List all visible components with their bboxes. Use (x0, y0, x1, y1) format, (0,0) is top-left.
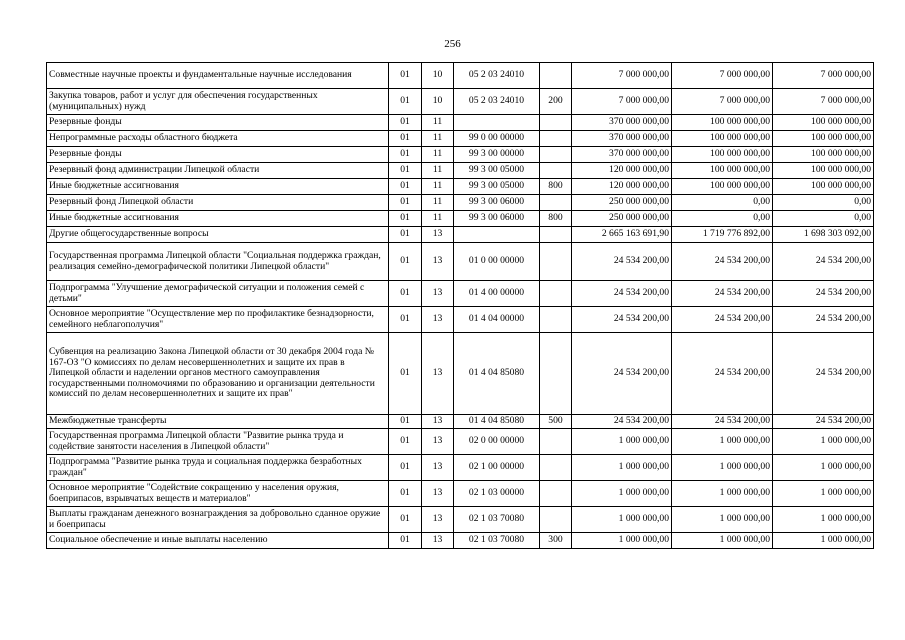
row-name-cell: Социальное обеспечение и иные выплаты населению (47, 533, 389, 549)
section-code-cell: 01 (389, 507, 422, 533)
amount-year3-cell: 1 000 000,00 (773, 429, 874, 455)
table-row (47, 131, 874, 147)
section-code-cell: 01 (389, 415, 422, 429)
expense-type-cell (540, 243, 572, 281)
target-article-cell: 01 4 04 85080 (454, 415, 540, 429)
row-name-cell: Резервный фонд администрации Липецкой области (47, 163, 389, 179)
subsection-code-cell: 11 (422, 179, 454, 195)
expense-type-cell: 200 (540, 89, 572, 115)
table-row (47, 89, 874, 115)
table-row (47, 281, 874, 307)
amount-year2-cell: 0,00 (672, 211, 773, 227)
amount-year1-cell: 370 000 000,00 (572, 147, 672, 163)
subsection-code-cell: 13 (422, 243, 454, 281)
row-name-cell: Иные бюджетные ассигнования (47, 179, 389, 195)
amount-year2-cell: 7 000 000,00 (672, 89, 773, 115)
subsection-code-cell: 11 (422, 147, 454, 163)
amount-year3-cell: 100 000 000,00 (773, 147, 874, 163)
amount-year3-cell: 24 534 200,00 (773, 333, 874, 415)
amount-year1-cell: 1 000 000,00 (572, 507, 672, 533)
section-code-cell: 01 (389, 179, 422, 195)
amount-year1-cell: 24 534 200,00 (572, 243, 672, 281)
expense-type-cell (540, 481, 572, 507)
table-row (47, 211, 874, 227)
amount-year2-cell: 7 000 000,00 (672, 63, 773, 89)
table-row (47, 481, 874, 507)
subsection-code-cell: 13 (422, 507, 454, 533)
amount-year3-cell: 24 534 200,00 (773, 415, 874, 429)
amount-year3-cell: 1 698 303 092,00 (773, 227, 874, 243)
amount-year3-cell: 24 534 200,00 (773, 307, 874, 333)
subsection-code-cell: 11 (422, 211, 454, 227)
target-article-cell: 99 3 00 06000 (454, 211, 540, 227)
section-code-cell: 01 (389, 227, 422, 243)
amount-year1-cell: 24 534 200,00 (572, 415, 672, 429)
table-row (47, 429, 874, 455)
section-code-cell: 01 (389, 333, 422, 415)
target-article-cell: 02 0 00 00000 (454, 429, 540, 455)
expense-type-cell (540, 429, 572, 455)
amount-year1-cell: 2 665 163 691,90 (572, 227, 672, 243)
section-code-cell: 01 (389, 163, 422, 179)
row-name-cell: Государственная программа Липецкой области "Развитие рынка труда и содействие занятости населения в Липецкой области" (47, 429, 389, 455)
table-row (47, 507, 874, 533)
table-row (47, 243, 874, 281)
subsection-code-cell: 13 (422, 415, 454, 429)
target-article-cell: 99 0 00 00000 (454, 131, 540, 147)
amount-year3-cell: 0,00 (773, 211, 874, 227)
table-row (47, 333, 874, 415)
amount-year2-cell: 1 000 000,00 (672, 429, 773, 455)
expense-type-cell (540, 63, 572, 89)
subsection-code-cell: 13 (422, 533, 454, 549)
amount-year2-cell: 0,00 (672, 195, 773, 211)
amount-year2-cell: 1 000 000,00 (672, 533, 773, 549)
row-name-cell: Выплаты гражданам денежного вознаграждения за добровольно сданное оружие и боеприпасы (47, 507, 389, 533)
section-code-cell: 01 (389, 147, 422, 163)
table-row (47, 115, 874, 131)
expense-type-cell (540, 507, 572, 533)
subsection-code-cell: 11 (422, 195, 454, 211)
expense-type-cell (540, 195, 572, 211)
row-name-cell: Подпрограмма "Развитие рынка труда и социальная поддержка безработных граждан" (47, 455, 389, 481)
subsection-code-cell: 13 (422, 455, 454, 481)
target-article-cell (454, 227, 540, 243)
amount-year1-cell: 370 000 000,00 (572, 115, 672, 131)
amount-year1-cell: 1 000 000,00 (572, 533, 672, 549)
section-code-cell: 01 (389, 89, 422, 115)
section-code-cell: 01 (389, 455, 422, 481)
amount-year3-cell: 0,00 (773, 195, 874, 211)
expense-type-cell: 300 (540, 533, 572, 549)
amount-year3-cell: 100 000 000,00 (773, 131, 874, 147)
amount-year2-cell: 100 000 000,00 (672, 131, 773, 147)
amount-year3-cell: 1 000 000,00 (773, 507, 874, 533)
section-code-cell: 01 (389, 211, 422, 227)
amount-year1-cell: 24 534 200,00 (572, 333, 672, 415)
amount-year1-cell: 7 000 000,00 (572, 89, 672, 115)
table-row (47, 307, 874, 333)
amount-year3-cell: 1 000 000,00 (773, 481, 874, 507)
section-code-cell: 01 (389, 131, 422, 147)
amount-year2-cell: 100 000 000,00 (672, 163, 773, 179)
section-code-cell: 01 (389, 115, 422, 131)
row-name-cell: Подпрограмма "Улучшение демографической ситуации и положения семей с детьми" (47, 281, 389, 307)
amount-year3-cell: 100 000 000,00 (773, 179, 874, 195)
target-article-cell: 02 1 00 00000 (454, 455, 540, 481)
target-article-cell: 02 1 03 00000 (454, 481, 540, 507)
row-name-cell: Государственная программа Липецкой области "Социальная поддержка граждан, реализация семейно-демографической политики Липецкой области" (47, 243, 389, 281)
subsection-code-cell: 11 (422, 131, 454, 147)
expense-type-cell (540, 307, 572, 333)
expense-type-cell: 500 (540, 415, 572, 429)
amount-year2-cell: 1 000 000,00 (672, 455, 773, 481)
table-row (47, 533, 874, 549)
target-article-cell: 02 1 03 70080 (454, 507, 540, 533)
subsection-code-cell: 13 (422, 227, 454, 243)
target-article-cell: 99 3 00 05000 (454, 179, 540, 195)
expense-type-cell (540, 163, 572, 179)
subsection-code-cell: 11 (422, 115, 454, 131)
expense-type-cell (540, 455, 572, 481)
subsection-code-cell: 13 (422, 481, 454, 507)
row-name-cell: Резервные фонды (47, 147, 389, 163)
amount-year2-cell: 100 000 000,00 (672, 179, 773, 195)
amount-year3-cell: 7 000 000,00 (773, 63, 874, 89)
expense-type-cell: 800 (540, 179, 572, 195)
target-article-cell: 01 4 00 00000 (454, 281, 540, 307)
row-name-cell: Основное мероприятие "Содействие сокращению у населения оружия, боеприпасов, взрывчатых веществ и материалов" (47, 481, 389, 507)
row-name-cell: Иные бюджетные ассигнования (47, 211, 389, 227)
section-code-cell: 01 (389, 281, 422, 307)
expense-type-cell (540, 115, 572, 131)
section-code-cell: 01 (389, 63, 422, 89)
target-article-cell: 05 2 03 24010 (454, 63, 540, 89)
amount-year3-cell: 24 534 200,00 (773, 243, 874, 281)
amount-year2-cell: 24 534 200,00 (672, 333, 773, 415)
row-name-cell: Основное мероприятие "Осуществление мер по профилактике безнадзорности, семейного неблагополучия" (47, 307, 389, 333)
amount-year1-cell: 370 000 000,00 (572, 131, 672, 147)
amount-year1-cell: 1 000 000,00 (572, 481, 672, 507)
table-row (47, 415, 874, 429)
subsection-code-cell: 13 (422, 429, 454, 455)
amount-year1-cell: 250 000 000,00 (572, 195, 672, 211)
table-row (47, 227, 874, 243)
amount-year1-cell: 120 000 000,00 (572, 179, 672, 195)
row-name-cell: Закупка товаров, работ и услуг для обеспечения государственных (муниципальных) нужд (47, 89, 389, 115)
row-name-cell: Резервные фонды (47, 115, 389, 131)
table-row (47, 63, 874, 89)
subsection-code-cell: 13 (422, 307, 454, 333)
budget-table (46, 62, 874, 549)
amount-year2-cell: 100 000 000,00 (672, 115, 773, 131)
amount-year1-cell: 7 000 000,00 (572, 63, 672, 89)
section-code-cell: 01 (389, 481, 422, 507)
section-code-cell: 01 (389, 243, 422, 281)
subsection-code-cell: 10 (422, 89, 454, 115)
expense-type-cell (540, 333, 572, 415)
target-article-cell: 02 1 03 70080 (454, 533, 540, 549)
amount-year3-cell: 100 000 000,00 (773, 163, 874, 179)
amount-year1-cell: 120 000 000,00 (572, 163, 672, 179)
target-article-cell: 01 4 04 85080 (454, 333, 540, 415)
table-row (47, 147, 874, 163)
expense-type-cell (540, 147, 572, 163)
target-article-cell: 05 2 03 24010 (454, 89, 540, 115)
section-code-cell: 01 (389, 195, 422, 211)
section-code-cell: 01 (389, 307, 422, 333)
amount-year2-cell: 24 534 200,00 (672, 281, 773, 307)
table-row (47, 163, 874, 179)
target-article-cell: 99 3 00 06000 (454, 195, 540, 211)
row-name-cell: Другие общегосударственные вопросы (47, 227, 389, 243)
amount-year2-cell: 1 000 000,00 (672, 507, 773, 533)
amount-year1-cell: 1 000 000,00 (572, 455, 672, 481)
amount-year2-cell: 24 534 200,00 (672, 243, 773, 281)
section-code-cell: 01 (389, 533, 422, 549)
table-row (47, 195, 874, 211)
amount-year1-cell: 1 000 000,00 (572, 429, 672, 455)
subsection-code-cell: 13 (422, 333, 454, 415)
row-name-cell: Межбюджетные трансферты (47, 415, 389, 429)
amount-year1-cell: 250 000 000,00 (572, 211, 672, 227)
amount-year2-cell: 24 534 200,00 (672, 415, 773, 429)
target-article-cell: 99 3 00 00000 (454, 147, 540, 163)
target-article-cell: 01 4 04 00000 (454, 307, 540, 333)
amount-year3-cell: 7 000 000,00 (773, 89, 874, 115)
amount-year3-cell: 1 000 000,00 (773, 455, 874, 481)
amount-year1-cell: 24 534 200,00 (572, 307, 672, 333)
amount-year2-cell: 24 534 200,00 (672, 307, 773, 333)
amount-year2-cell: 1 000 000,00 (672, 481, 773, 507)
row-name-cell: Резервный фонд Липецкой области (47, 195, 389, 211)
target-article-cell: 99 3 00 05000 (454, 163, 540, 179)
expense-type-cell (540, 131, 572, 147)
page-number: 256 (444, 38, 461, 50)
target-article-cell (454, 115, 540, 131)
table-row (47, 455, 874, 481)
row-name-cell: Совместные научные проекты и фундаментальные научные исследования (47, 63, 389, 89)
row-name-cell: Субвенция на реализацию Закона Липецкой области от 30 декабря 2004 года № 167-ОЗ "О комиссиях по делам несовершеннолетних и защите их прав в Липецкой области и наделении органов местного самоуправления государственными полномочиями по образованию и организации деятельности комиссий по делам несовершеннолетних и защите их прав" (47, 333, 389, 415)
subsection-code-cell: 11 (422, 163, 454, 179)
amount-year3-cell: 100 000 000,00 (773, 115, 874, 131)
amount-year2-cell: 1 719 776 892,00 (672, 227, 773, 243)
subsection-code-cell: 13 (422, 281, 454, 307)
expense-type-cell (540, 281, 572, 307)
expense-type-cell: 800 (540, 211, 572, 227)
amount-year3-cell: 24 534 200,00 (773, 281, 874, 307)
amount-year2-cell: 100 000 000,00 (672, 147, 773, 163)
amount-year3-cell: 1 000 000,00 (773, 533, 874, 549)
row-name-cell: Непрограммные расходы областного бюджета (47, 131, 389, 147)
section-code-cell: 01 (389, 429, 422, 455)
target-article-cell: 01 0 00 00000 (454, 243, 540, 281)
table-row (47, 179, 874, 195)
expense-type-cell (540, 227, 572, 243)
amount-year1-cell: 24 534 200,00 (572, 281, 672, 307)
subsection-code-cell: 10 (422, 63, 454, 89)
